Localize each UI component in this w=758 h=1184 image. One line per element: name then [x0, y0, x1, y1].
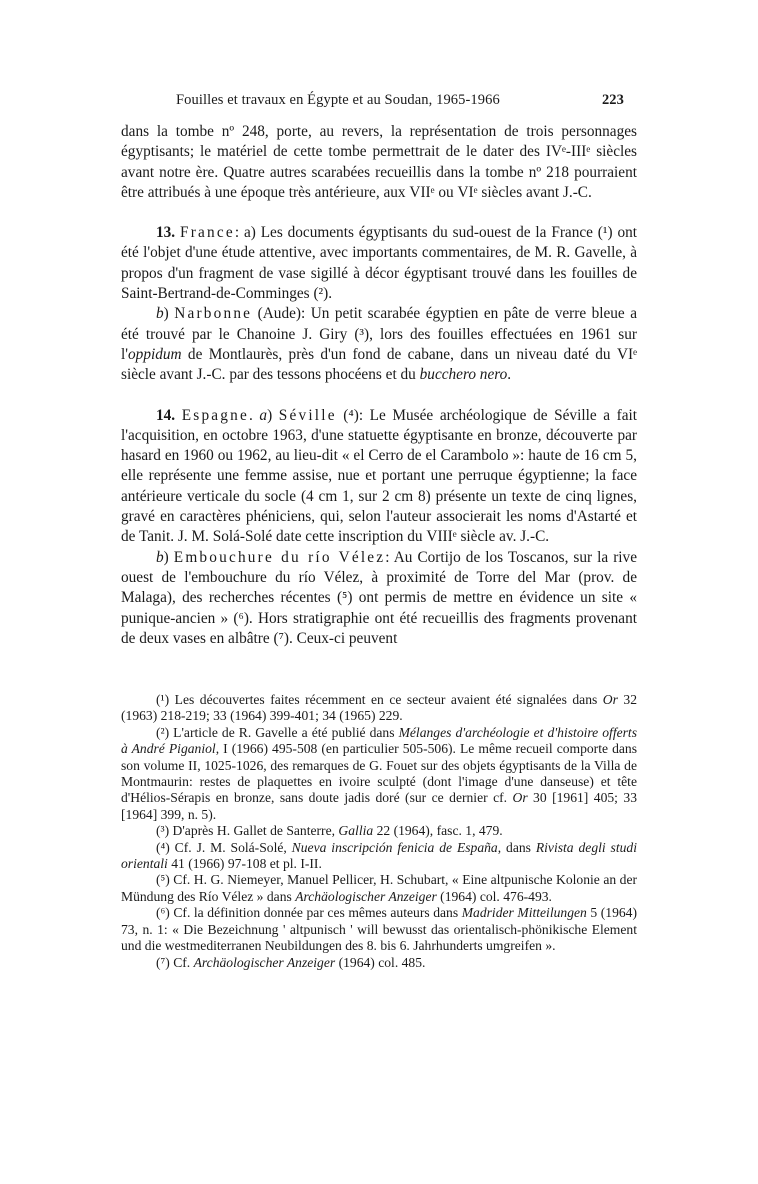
- running-head: [176, 92, 626, 114]
- body-text: [121, 122, 637, 649]
- section-number: 14.: [156, 406, 176, 424]
- subsection-rio-velez: b) Embouchure du río Vélez: Au Cortijo de los Toscanos, sur la rive ouest de l'embouchure du río Vélez, à proximité de Torre del Mar (prov. de Malaga), des recherches récentes (⁵) ont permis de mettre en évidence un site « punique-ancien » (⁶). Hors stratigraphie ont été recueillis des fragments provenant de deux vases en albâtre (⁷). Ceux-ci peuvent: [121, 548, 637, 647]
- place-heading: Narbonne: [174, 305, 253, 323]
- footnote-6: (⁶) Cf. la définition donnée par ces mêmes auteurs dans Madrider Mitteilungen 5 (1964) 73, n. 1: « Die Bezeichnung ' altpunisch ' will bewusst das orientalisch-phönikische Element und die westmediterranen Neubildungen des 8. bis 6. Jahrhunderts umgreifen ».: [121, 905, 638, 954]
- subsection-narbonne: b) Narbonne (Aude): Un petit scarabée égyptien en pâte de verre bleue a été trouvé par le Chanoine J. Giry (³), lors des fouilles effectuées en 1961 sur l'oppidum de Montlaurès, près d'un fond de cabane, dans un niveau daté du VIᵉ siècle avant J.-C. par des tessons phocéens et du bucchero nero.: [121, 305, 637, 384]
- section-gap: [121, 203, 637, 223]
- place-heading: Embouchure du río Vélez: [173, 548, 386, 566]
- country-heading: France: [180, 224, 235, 242]
- footnote-2: (²) L'article de R. Gavelle a été publié dans Mélanges d'archéologie et d'histoire offerts à André Piganiol, I (1966) 495-508 (en particulier 505-506). Le même recueil comporte dans son volume II, 1025-1026, des remarques de G. Fouet sur des objets égyptisants de la Villa de Montmaurin: restes de plaquettes en ivoire sculpté (dont l'image d'une danseuse) et tête d'Hélios-Sérapis en bronze, sans doute jadis doré (sur ce dernier cf. Or 30 [1961] 405; 33 [1964] 399, n. 5).: [121, 724, 637, 822]
- footnote-1: (¹) Les découvertes faites récemment en ce secteur avaient été signalées dans Or 32 (1963) 218-219; 33 (1964) 399-401; 34 (1965) 229.: [121, 692, 638, 724]
- section-13-france: 13. France: a) Les documents égyptisants du sud-ouest de la France (¹) ont été l'objet d'une étude attentive, avec importants commentaires, de M. R. Gavelle, à propos d'un fragment de vase sigillé à décor égyptisant trouvé dans les fouilles de Saint-Bertrand-de-Comminges (²).: [121, 224, 637, 303]
- paragraph-continuation: dans la tombe nº 248, porte, au revers, la représentation de trois personnages égyptisants; le matériel de cette tombe permettrait de le dater des IVᵉ-IIIᵉ siècles avant notre ère. Quatre autres scarabées recueillis dans la tombe nº 218 pourraient être attribués à une époque très antérieure, aux VIIᵉ ou VIᵉ siècles avant J.-C.: [121, 123, 637, 201]
- place-heading: Séville: [278, 406, 337, 424]
- section-gap: [121, 386, 637, 406]
- country-heading: Espagne: [181, 406, 249, 424]
- running-head-title: Fouilles et travaux en Égypte et au Soudan, 1965-1966: [176, 92, 500, 108]
- footnote-5: (⁵) Cf. H. G. Niemeyer, Manuel Pellicer, H. Schubart, « Eine altpunische Kolonie an der Mündung des Río Vélez » dans Archäologischer Anzeiger (1964) col. 476-493.: [121, 872, 637, 904]
- footnote-4: (⁴) Cf. J. M. Solá-Solé, Nueva inscripción fenicia de España, dans Rivista degli studi orientali 41 (1966) 97-108 et pl. I-II.: [121, 839, 637, 872]
- page-number: 223: [601, 92, 624, 108]
- footnote-3: (³) D'après H. Gallet de Santerre, Gallia 22 (1964), fasc. 1, 479.: [156, 823, 503, 839]
- footnote-7: (⁷) Cf. Archäologischer Anzeiger (1964) col. 485.: [156, 954, 426, 970]
- section-14-espagne: 14. Espagne. a) Séville (⁴): Le Musée archéologique de Séville a fait l'acquisition, en octobre 1963, d'une statuette égyptisante en bronze, découverte par hasard en 1960 ou 1962, au lieu-dit « el Cerro de el Carambolo »: haute de 16 cm 5, elle représente une femme assise, nue et portant une perruque égyptienne; la face antérieure verticale du socle (4 cm 1, sur 2 cm 8) présente un texte de cinq lignes, gravé en caractères phéniciens, qui, selon l'auteur associerait les noms d'Astarté et de Tanit. J. M. Solá-Solé date cette inscription du VIIIᵉ siècle av. J.-C.: [121, 406, 638, 546]
- footnotes: [121, 692, 637, 971]
- section-number: 13.: [156, 224, 176, 242]
